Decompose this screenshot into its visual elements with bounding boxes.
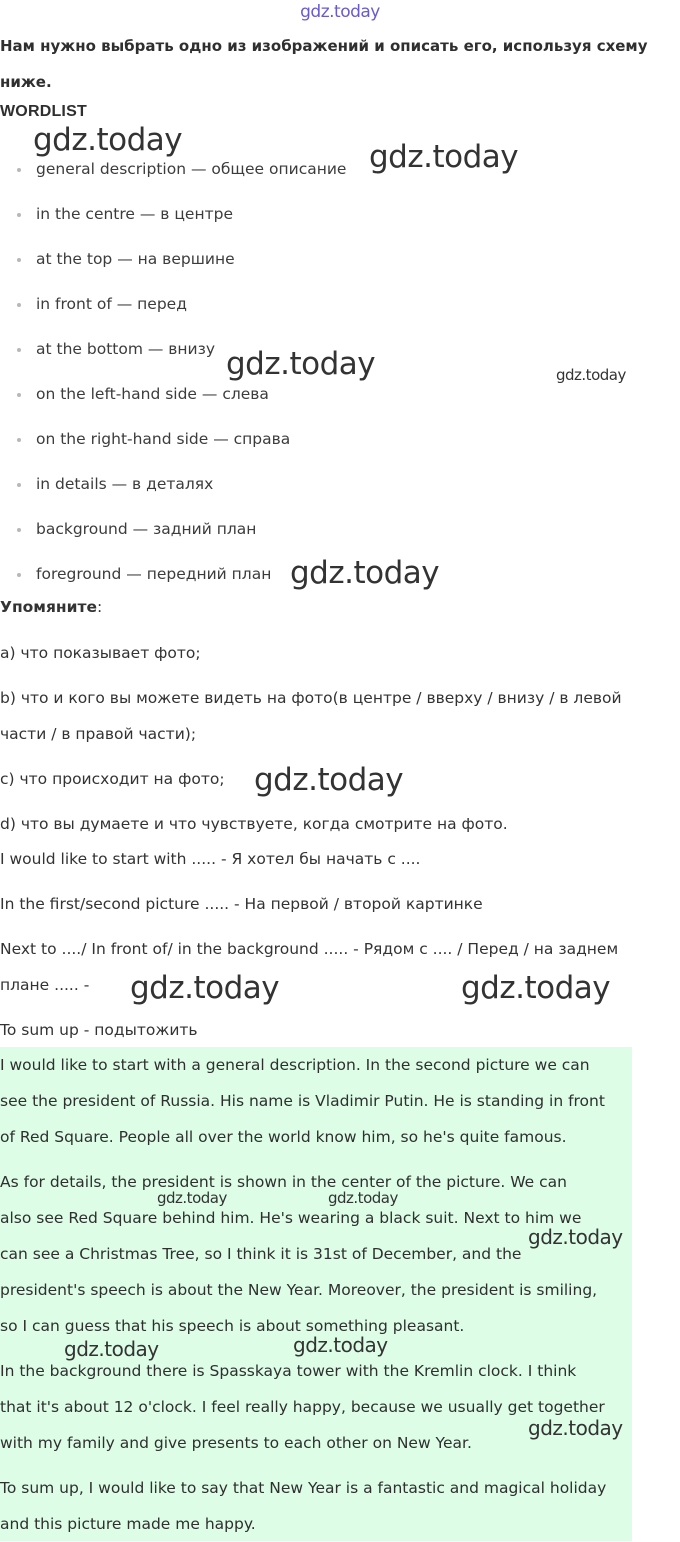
mention-item-c: c) что происходит на фото;	[0, 770, 225, 788]
bullet-icon	[17, 258, 21, 262]
watermark: gdz.today	[528, 1225, 623, 1249]
wordlist-item: on the left-hand side — слева	[0, 376, 660, 421]
wordlist-item: background — задний план	[0, 511, 660, 556]
watermark: gdz.today	[328, 1189, 398, 1207]
answer-line: As for details, the president is shown in the center of the picture. We can	[0, 1173, 567, 1191]
answer-line: so I can guess that his speech is about something pleasant.	[0, 1317, 465, 1335]
wordlist-item: in front of — перед	[0, 286, 660, 331]
watermark: gdz.today	[33, 122, 183, 158]
phrase-next-to-line-2: плане ..... -	[0, 976, 90, 994]
answer-block	[0, 1047, 632, 1541]
bullet-icon	[17, 483, 21, 487]
answer-line: To sum up, I would like to say that New Year is a fantastic and magical holiday	[0, 1479, 607, 1497]
watermark: gdz.today	[254, 762, 404, 798]
bullet-icon	[17, 393, 21, 397]
watermark: gdz.today	[290, 555, 440, 591]
wordlist-item: on the right-hand side — справа	[0, 421, 660, 466]
watermark: gdz.today	[461, 970, 611, 1006]
bullet-icon	[17, 573, 21, 577]
mention-colon: :	[97, 598, 103, 616]
phrase-start: I would like to start with ..... - Я хотел бы начать с ....	[0, 850, 421, 868]
wordlist-item: foreground — передний план	[0, 556, 660, 601]
answer-line: with my family and give presents to each other on New Year.	[0, 1434, 472, 1452]
wordlist-item: in details — в деталях	[0, 466, 660, 511]
answer-line: and this picture made me happy.	[0, 1515, 256, 1533]
wordlist-title: WORDLIST	[0, 103, 87, 120]
mention-item-b-line-2: части / в правой части);	[0, 725, 197, 743]
mention-item-d: d) что вы думаете и что чувствуете, когда смотрите на фото.	[0, 815, 508, 833]
watermark: gdz.today	[226, 346, 376, 382]
mention-item-b-line-1: b) что и кого вы можете видеть на фото(в центре / вверху / внизу / в левой	[0, 689, 622, 707]
bullet-icon	[17, 213, 21, 217]
mention-heading	[0, 598, 102, 616]
watermark: gdz.today	[556, 366, 626, 384]
answer-line: In the background there is Spasskaya tower with the Kremlin clock. I think	[0, 1362, 577, 1380]
answer-line: see the president of Russia. His name is Vladimir Putin. He is standing in front	[0, 1092, 605, 1110]
bullet-icon	[17, 348, 21, 352]
bullet-icon	[17, 438, 21, 442]
bullet-icon	[17, 303, 21, 307]
watermark: gdz.today	[130, 970, 280, 1006]
mention-title: Упомяните	[0, 598, 97, 616]
phrase-sum-up: To sum up - подытожить	[0, 1021, 198, 1039]
answer-line: also see Red Square behind him. He's wearing a black suit. Next to him we	[0, 1209, 582, 1227]
wordlist-item: at the bottom — внизу	[0, 331, 660, 376]
task-line-2: ниже.	[0, 73, 52, 91]
site-header-link[interactable]: gdz.today	[300, 2, 380, 22]
bullet-icon	[17, 528, 21, 532]
watermark: gdz.today	[293, 1333, 388, 1357]
task-statement	[0, 28, 660, 100]
answer-line: that it's about 12 o'clock. I feel really happy, because we usually get together	[0, 1398, 605, 1416]
phrase-next-to-line-1: Next to ..../ In front of/ in the background ..... - Рядом с .... / Перед / на заднем	[0, 940, 619, 958]
watermark: gdz.today	[528, 1416, 623, 1440]
wordlist-item: at the top — на вершине	[0, 241, 660, 286]
wordlist-item: in the centre — в центре	[0, 196, 660, 241]
watermark: gdz.today	[64, 1337, 159, 1361]
answer-line: of Red Square. People all over the world know him, so he's quite famous.	[0, 1128, 567, 1146]
phrase-picture: In the first/second picture ..... - На первой / второй картинке	[0, 895, 483, 913]
task-line-1: Нам нужно выбрать одно из изображений и описать его, используя схему	[0, 37, 648, 55]
bullet-icon	[17, 168, 21, 172]
watermark: gdz.today	[369, 139, 519, 175]
mention-item-a: a) что показывает фото;	[0, 644, 201, 662]
watermark: gdz.today	[157, 1189, 227, 1207]
wordlist-item: general description — общее описание	[0, 151, 660, 196]
answer-line: I would like to start with a general description. In the second picture we can	[0, 1056, 590, 1074]
answer-line: can see a Christmas Tree, so I think it is 31st of December, and the	[0, 1245, 522, 1263]
answer-line: president's speech is about the New Year. Moreover, the president is smiling,	[0, 1281, 598, 1299]
